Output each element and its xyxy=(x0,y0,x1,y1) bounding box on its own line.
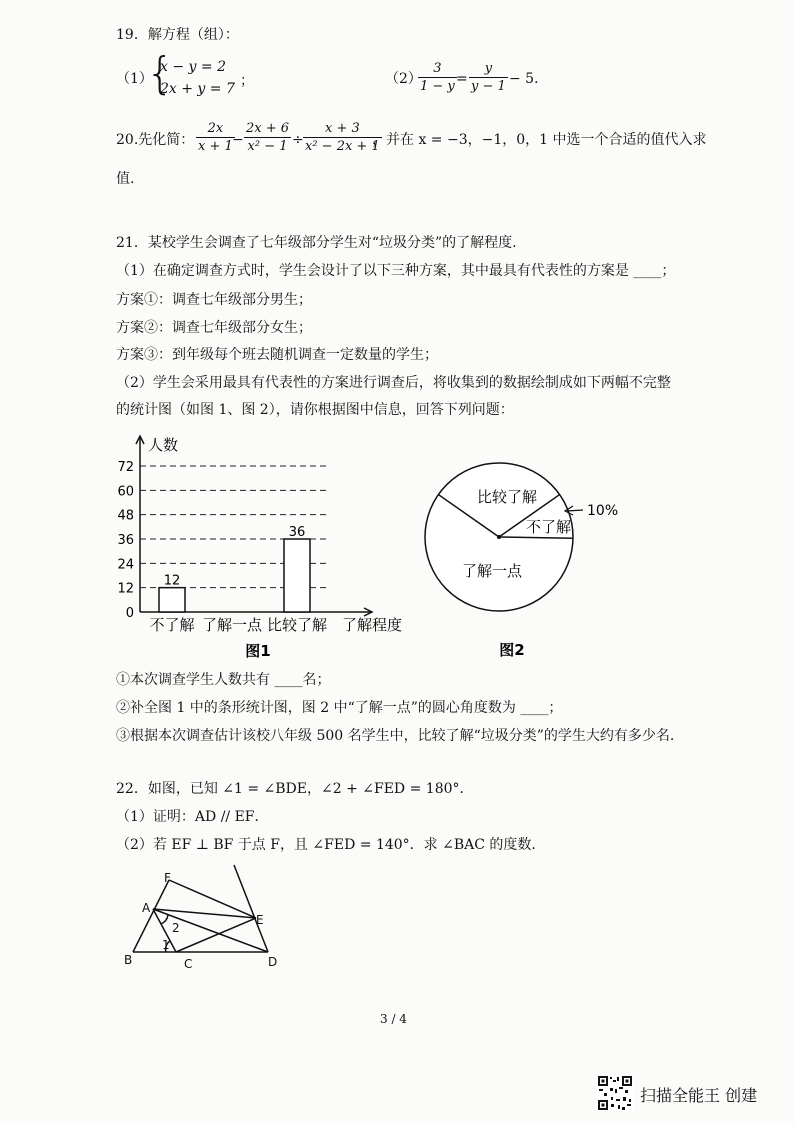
point-E: E xyxy=(256,913,264,927)
y-axis-label: 人数 xyxy=(148,436,179,454)
y-tick-label: 12 xyxy=(117,581,134,597)
x-tick-label: 了解一点 xyxy=(201,616,263,634)
line-AE xyxy=(153,909,256,918)
q19-equals: = xyxy=(456,71,468,87)
line-FE xyxy=(169,880,256,918)
system-brace: { xyxy=(146,48,174,99)
q22-part1: （1）证明：AD // EF． xyxy=(116,809,269,825)
q22-part2: （2）若 EF ⊥ BF 于点 F，且 ∠FED = 140°．求 ∠BAC 的度数. xyxy=(116,837,536,853)
chart-title: 图2 xyxy=(499,641,525,659)
bar-chart xyxy=(110,430,410,662)
page-number: 3 / 4 xyxy=(380,1012,407,1026)
q20-minus: − xyxy=(232,132,244,148)
annotation-leader xyxy=(567,510,583,511)
q21-plan1: 方案①：调查七年级部分男生； xyxy=(116,292,312,308)
point-D: D xyxy=(268,955,278,969)
pie-label: 不了解 xyxy=(526,518,572,536)
q19-eq1: x − y = 2 xyxy=(160,59,226,75)
q20-tail2: 值. xyxy=(116,171,135,187)
q19-title: 19．解方程（组）： xyxy=(116,27,239,43)
q20-tail: ，并在 x = −3，−1，0，1 中选一个合适的值代入求 xyxy=(372,132,707,148)
pie-chart xyxy=(415,455,635,660)
q20-frac2: $\frac{2x + 6}{\text{x² − 1}}$ xyxy=(246,121,290,154)
pie-label: 比较了解 xyxy=(477,488,538,506)
bar-value-label: 12 xyxy=(163,573,181,589)
pie-annotation: 10% xyxy=(587,503,619,519)
bar xyxy=(284,539,310,612)
x-tick-label: 不了解 xyxy=(149,616,195,634)
pie-label: 了解一点 xyxy=(462,562,523,580)
q19-tail: − 5． xyxy=(509,71,549,87)
point-C: C xyxy=(184,957,193,971)
q20-divide: ÷ xyxy=(292,132,304,148)
q19-part2-label: （2） xyxy=(385,71,422,87)
q19-eq-end: ； xyxy=(240,73,254,89)
geometry-figure xyxy=(118,860,293,975)
point-A: A xyxy=(142,901,151,915)
angle-2-arc xyxy=(161,915,168,924)
q21-sub3: ③根据本次调查估计该校八年级 500 名学生中，比较了解“垃圾分类”的学生大约有多少名. xyxy=(116,728,675,744)
q21-part1: （1）在确定调查方式时，学生会设计了以下三种方案，其中最具有代表性的方案是 ____； xyxy=(116,263,676,279)
q21-plan2: 方案②：调查七年级部分女生； xyxy=(116,320,312,336)
bar-value-label: 36 xyxy=(288,525,306,540)
y-tick-label: 48 xyxy=(117,508,134,524)
y-tick-label: 36 xyxy=(117,533,134,548)
pie-center xyxy=(497,535,501,539)
q19-frac-rhs: $\frac{y}{y - 1}$ xyxy=(471,61,506,94)
q21-plan3: 方案③：到年级每个班去随机调查一定数量的学生； xyxy=(116,347,438,363)
q21-sub2: ②补全图 1 中的条形统计图，图 2 中“了解一点”的圆心角度数为 ____； xyxy=(116,700,563,716)
x-axis-label: 了解程度 xyxy=(342,616,403,634)
q21-title: 21．某校学生会调查了七年级部分学生对“垃圾分类”的了解程度. xyxy=(116,235,517,251)
angle-1-label: 1 xyxy=(162,938,170,952)
q22-title: 22．如图，已知 ∠1 = ∠BDE，∠2 + ∠FED = 180°． xyxy=(116,781,474,797)
y-tick-label: 72 xyxy=(117,460,134,475)
q19-part1-label: （1） xyxy=(116,71,153,87)
q20-label: 20.先化简： xyxy=(116,132,195,148)
q20-frac1: $\frac{2x}{x + 1}$ xyxy=(198,121,233,154)
scanner-footer: 扫描全能王 创建 xyxy=(640,1086,758,1105)
qr-code-icon xyxy=(597,1075,633,1111)
ray-DE xyxy=(234,865,268,952)
x-tick-label: 比较了解 xyxy=(266,616,328,634)
point-B: B xyxy=(124,953,133,967)
y-tick-label: 0 xyxy=(125,606,134,621)
q21-sub1: ①本次调查学生人数共有 ____名； xyxy=(116,672,331,688)
line-CE xyxy=(176,918,256,952)
q21-part2: （2）学生会采用最具有代表性的方案进行调查后，将收集到的数据绘制成如下两幅不完整 xyxy=(116,375,671,391)
y-tick-label: 24 xyxy=(117,557,134,573)
bar xyxy=(159,588,185,612)
q19-frac-lhs: $\frac{3}{1 - y}$ xyxy=(420,61,455,94)
q19-eq2: 2x + y = 7 xyxy=(160,81,235,97)
y-tick-label: 60 xyxy=(117,484,134,500)
chart-title: 图1 xyxy=(245,642,271,660)
q20-frac3: $\frac{x + 3}{\text{x² − 2x + 1}}$ xyxy=(305,121,380,154)
angle-2-label: 2 xyxy=(172,921,180,935)
q21-part2b: 的统计图（如图 1、图 2），请你根据图中信息，回答下列问题： xyxy=(116,402,514,418)
point-F: F xyxy=(164,871,171,885)
